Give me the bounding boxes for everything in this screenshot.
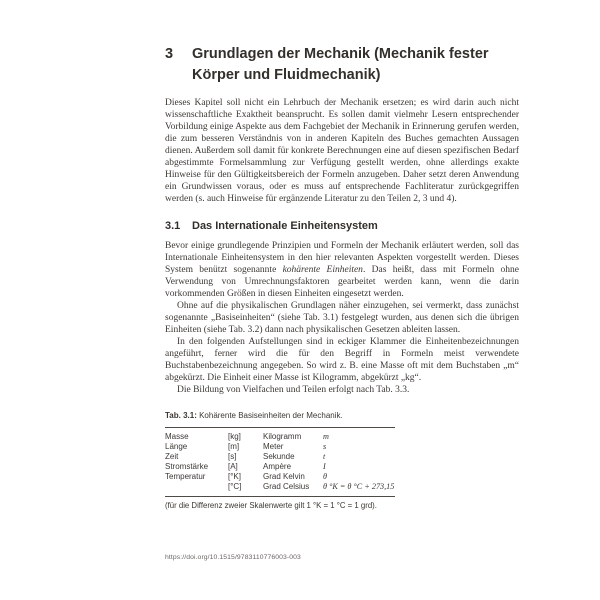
table-row — [165, 482, 395, 497]
cell-symbol: s — [323, 442, 327, 451]
cell-unit-name: Meter — [263, 442, 284, 451]
paragraph-notation: In den folgenden Aufstellungen sind in eckiger Klammer die Einheitenbezeichnungen angeführt, ferner wird die für den Begriff in Formeln meist verwendete Buchstabenbezeichnung angegeben. So wird z. B. eine Masse oft mit dem Buchstaben „m“ abgekürzt. Die Einheit einer Masse ist Kilogramm, abgekürzt „kg“. — [165, 337, 519, 383]
cell-unit: [A] — [228, 462, 238, 471]
table-caption-label: Tab. 3.1: — [165, 411, 197, 420]
cell-unit-name: Ampère — [263, 462, 292, 471]
cell-symbol: I — [323, 462, 326, 471]
cell-symbol: θ — [323, 472, 328, 481]
table-row — [165, 452, 395, 462]
paragraph-base-units: Ohne auf die physikalischen Grundlagen näher einzugehen, sei vermerkt, dass zunächst sogenannte „Basiseinheiten“ (siehe Tab. 3.1) festgelegt wurden, aus denen sich die übrigen Einheiten (siehe Tab. 3.2) dann nach physikalischen Gesetzen ableiten lassen. — [165, 301, 519, 335]
table-row — [165, 472, 395, 482]
cell-quantity: Zeit — [165, 452, 179, 461]
section-number: 3.1 — [165, 220, 181, 232]
cell-symbol: m — [323, 432, 329, 441]
table-caption-text: Kohärente Basiseinheiten der Mechanik. — [196, 411, 343, 420]
cell-unit-name: Grad Kelvin — [263, 472, 305, 481]
text-block — [165, 44, 519, 511]
cell-unit: [s] — [228, 452, 237, 461]
table-footnote: (für die Differenz zweier Skalenwerte gilt 1 °K = 1 °C = 1 grd). — [165, 501, 377, 510]
cell-quantity: Stromstärke — [165, 462, 209, 471]
cell-unit: [°K] — [228, 472, 241, 481]
cell-quantity — [165, 482, 228, 497]
table-caption — [165, 411, 519, 421]
section-heading — [165, 219, 519, 233]
paragraph-text: Bevor einige grundlegende Prinzipien und Formeln der Mechanik erläutert werden, soll das Internationale Einheitensystem in den hier relevanten Aspekten vorgestellt werden. Dieses System benützt sogenannte — [165, 241, 519, 275]
cell-unit-name: Sekunde — [263, 452, 295, 461]
chapter-heading — [165, 44, 519, 86]
table-row — [165, 442, 395, 452]
chapter-number: 3 — [165, 46, 174, 62]
cell-unit: [m] — [228, 442, 240, 451]
cell-quantity: Temperatur — [165, 472, 206, 481]
cell-unit: [°C] — [228, 482, 242, 491]
table-row — [165, 462, 395, 472]
paragraph-units-intro — [165, 240, 519, 300]
cell-quantity: Länge — [165, 442, 188, 451]
cell-unit-name: Kilogramm — [263, 432, 302, 441]
cell-symbol: t — [323, 452, 326, 461]
chapter-title: Grundlagen der Mechanik (Mechanik fester Körper und Fluidmechanik) — [192, 46, 489, 83]
cell-unit-name: Grad Celsius — [263, 482, 310, 491]
section-title: Das Internationale Einheitensystem — [192, 220, 378, 232]
doi-text: https://doi.org/10.1515/9783110776003-003 — [165, 554, 301, 561]
cell-symbol: θ °K = θ °C + 273,15 — [323, 482, 395, 491]
intro-paragraph: Dieses Kapitel soll nicht ein Lehrbuch der Mechanik ersetzen; es wird darin auch nicht wissenschaftliche Exaktheit beansprucht. Es sollen damit vielmehr Lesern entsprechender Vorbildung einige Aspekte aus dem Fachgebiet der Mechanik in Erinnerung gerufen werden, die zum besseren Verständnis von in anderen Kapiteln des Buches gemachten Aussagen dienen. Außerdem soll damit für konkrete Berechnungen eine auf diesen spezifischen Bedarf abgestimmte Formelsammlung zur Verfügung gestellt werden, ohne allerdings exakte Hinweise für den Gültigkeitsbereich der Formeln anzugeben. Daher setzt deren Anwendung ein Grundwissen voraus, oder es muss auf entsprechende Fachliteratur zurückgegriffen werden (s. auch Hinweise für ergänzende Literatur zu den Teilen 2, 3 und 4). — [165, 98, 519, 204]
italic-term: kohärente Einheiten — [282, 265, 363, 275]
base-units-table — [165, 427, 395, 497]
table-row — [165, 428, 395, 443]
cell-quantity: Masse — [165, 432, 189, 441]
cell-unit: [kg] — [228, 432, 241, 441]
paragraph-multiples: Die Bildung von Vielfachen und Teilen erfolgt nach Tab. 3.3. — [177, 385, 410, 395]
paragraph-text: . Das heißt, dass mit Formeln ohne Verwendung von Umrechnungsfaktoren gearbeitet werden kann, wenn die darin vorkommenden Größen in diesen Einheiten eingesetzt werden. — [165, 265, 519, 299]
